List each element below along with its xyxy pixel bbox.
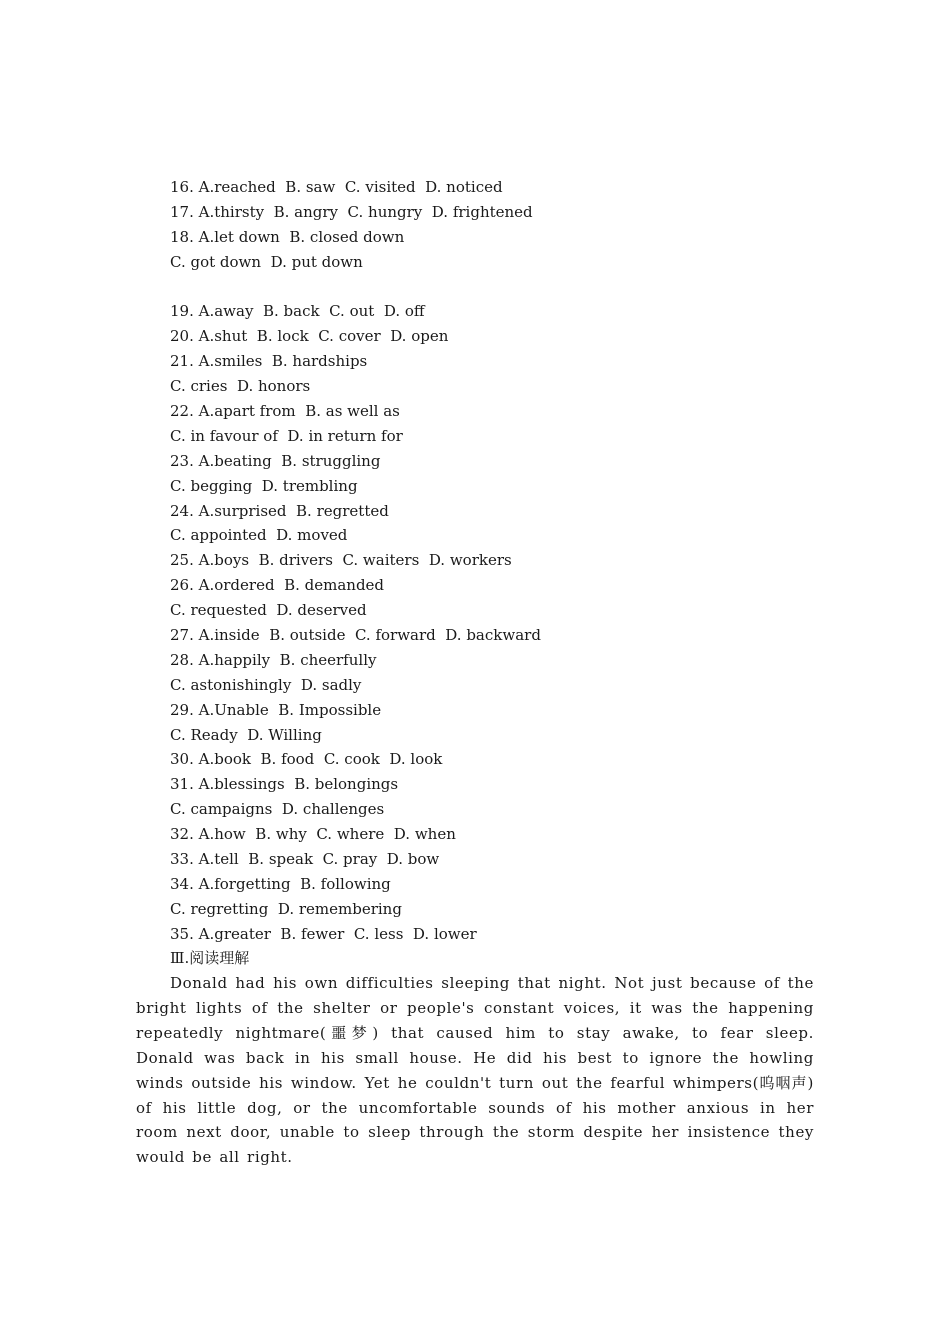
option-line: 28. A.happily B. cheerfully (170, 650, 377, 669)
option-line: 31. A.blessings B. belongings (170, 775, 399, 794)
option-line: C. appointed D. moved (170, 526, 348, 545)
option-line: C. cries D. honors (170, 377, 311, 396)
option-line: 17. A.thirsty B. angry C. hungry D. frightened (170, 202, 533, 221)
blank-line (170, 275, 830, 300)
option-line: C. regretting D. remembering (170, 899, 402, 918)
option-line: 25. A.boys B. drivers C. waiters D. workers (170, 551, 512, 570)
option-line: C. campaigns D. challenges (170, 800, 385, 819)
option-line: C. in favour of D. in return for (170, 426, 403, 445)
option-line: 30. A.book B. food C. cook D. look (170, 750, 443, 769)
option-line: 32. A.how B. why C. where D. when (170, 825, 456, 844)
option-line: C. Ready D. Willing (170, 725, 322, 744)
option-line: 26. A.ordered B. demanded (170, 576, 385, 595)
option-line: C. astonishingly D. sadly (170, 675, 362, 694)
option-line: C. begging D. trembling (170, 476, 358, 495)
cloze-options-list (170, 175, 830, 947)
option-line: 18. A.let down B. closed down (170, 227, 405, 246)
option-line: 21. A.smiles B. hardships (170, 352, 368, 371)
reading-passage: Donald had his own difficulties sleeping that night. Not just because of the bright lights of the shelter or people's constant voices, it was the happening repeatedly nightmare(噩梦) that caused him to stay awake, to fear sleep. Donald was back in his small house. He did his best to ignore the howling winds outside his window. Yet he couldn't turn out the fearful whimpers(呜咽声) of his little dog, or the uncomfortable sounds of his mother anxious in her room next door, unable to sleep through the storm despite her insistence they would be all right. (136, 974, 814, 1167)
option-line: 19. A.away B. back C. out D. off (170, 302, 425, 321)
option-line: 29. A.Unable B. Impossible (170, 700, 382, 719)
option-line: 34. A.forgetting B. following (170, 874, 391, 893)
option-line: 20. A.shut B. lock C. cover D. open (170, 327, 449, 346)
option-line: 27. A.inside B. outside C. forward D. backward (170, 626, 541, 645)
option-line: 24. A.surprised B. regretted (170, 501, 389, 520)
option-line: C. got down D. put down (170, 252, 363, 271)
option-line: 16. A.reached B. saw C. visited D. noticed (170, 178, 503, 196)
option-line: 33. A.tell B. speak C. pray D. bow (170, 850, 440, 869)
section-title: Ⅲ.阅读理解 (170, 949, 250, 967)
option-line: C. requested D. deserved (170, 601, 367, 620)
option-line: 23. A.beating B. struggling (170, 451, 381, 470)
option-line: 22. A.apart from B. as well as (170, 402, 400, 421)
option-line: 35. A.greater B. fewer C. less D. lower (170, 924, 477, 943)
